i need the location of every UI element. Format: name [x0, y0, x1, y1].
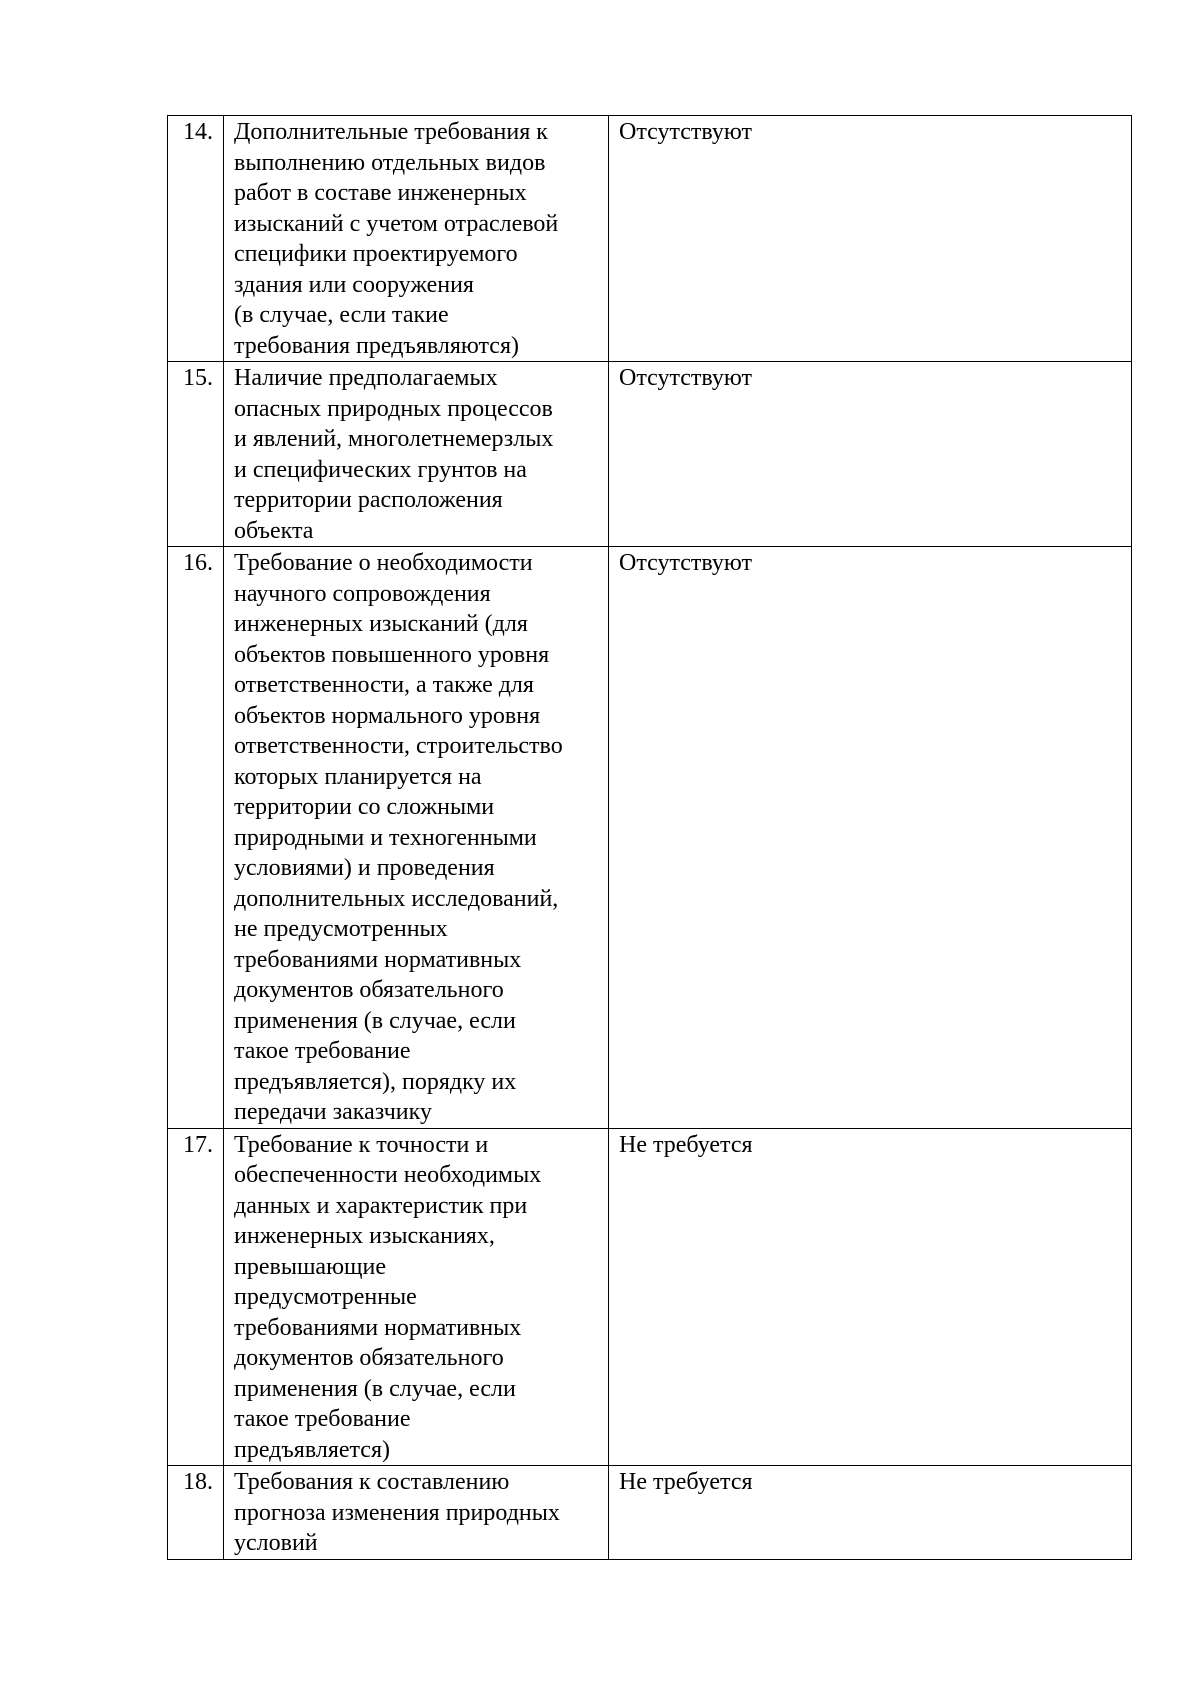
- row-number: 16.: [168, 547, 224, 1129]
- description-line: объектов повышенного уровня: [234, 641, 550, 668]
- requirement-value: Отсутствуют: [609, 547, 1132, 1129]
- description-line: применения (в случае, если: [234, 1007, 516, 1034]
- description-line: Требование к точности и: [234, 1131, 489, 1158]
- description-line: дополнительных исследований,: [234, 885, 559, 912]
- description-line: ответственности, строительство: [234, 733, 563, 759]
- description-line: Дополнительные требования к: [234, 119, 548, 145]
- description-line: научного сопровождения: [234, 580, 491, 607]
- description-line: предусмотренные: [234, 1284, 417, 1310]
- description-line: такое требование: [234, 1038, 411, 1064]
- requirements-table-body: [168, 116, 1132, 1560]
- table-row: [168, 362, 1132, 547]
- description-line: документов обязательного: [234, 1345, 504, 1371]
- table-row: [168, 116, 1132, 362]
- table-row: [168, 1128, 1132, 1466]
- description-line: условий: [234, 1530, 318, 1556]
- description-line: передачи заказчику: [234, 1099, 432, 1125]
- description-line: территории расположения: [234, 487, 503, 513]
- description-line: ответственности, а также для: [234, 672, 534, 698]
- requirement-value: Не требуется: [609, 1128, 1132, 1466]
- description-line: изысканий с учетом отраслевой: [234, 210, 559, 237]
- description-line: природными и техногенными: [234, 824, 537, 851]
- description-line: инженерных изысканиях,: [234, 1223, 495, 1249]
- row-number: 14.: [168, 116, 224, 362]
- description-line: и явлений, многолетнемерзлых: [234, 426, 554, 452]
- description-line: условиями) и проведения: [234, 855, 495, 881]
- description-line: предъявляется), порядку их: [234, 1068, 517, 1095]
- description-line: предъявляется): [234, 1436, 390, 1463]
- description-line: работ в составе инженерных: [234, 180, 527, 206]
- requirements-table: [167, 115, 1132, 1560]
- description-line: не предусмотренных: [234, 916, 448, 942]
- description-line: требования предъявляются): [234, 332, 519, 359]
- requirement-description: [224, 362, 609, 547]
- requirement-description: [224, 1128, 609, 1466]
- description-line: Требования к составлению: [234, 1469, 510, 1495]
- description-line: опасных природных процессов: [234, 395, 553, 422]
- description-line: требованиями нормативных: [234, 946, 522, 973]
- description-line: данных и характеристик при: [234, 1192, 528, 1219]
- row-number: 17.: [168, 1128, 224, 1466]
- description-line: (в случае, если такие: [234, 302, 449, 328]
- description-line: инженерных изысканий (для: [234, 611, 528, 637]
- requirement-description: [224, 116, 609, 362]
- description-line: такое требование: [234, 1406, 411, 1432]
- row-number: 18.: [168, 1466, 224, 1560]
- description-line: применения (в случае, если: [234, 1375, 516, 1402]
- requirement-value: Отсутствуют: [609, 362, 1132, 547]
- description-line: документов обязательного: [234, 977, 504, 1003]
- description-line: обеспеченности необходимых: [234, 1162, 542, 1188]
- description-line: специфики проектируемого: [234, 241, 518, 267]
- requirement-value: Отсутствуют: [609, 116, 1132, 362]
- description-line: требованиями нормативных: [234, 1314, 522, 1341]
- requirement-description: [224, 1466, 609, 1560]
- requirement-value: Не требуется: [609, 1466, 1132, 1560]
- table-row: [168, 1466, 1132, 1560]
- description-line: Наличие предполагаемых: [234, 365, 498, 391]
- description-line: объектов нормального уровня: [234, 702, 541, 729]
- description-line: Требование о необходимости: [234, 550, 533, 576]
- description-line: превышающие: [234, 1253, 386, 1280]
- description-line: здания или сооружения: [234, 271, 474, 298]
- description-line: прогноза изменения природных: [234, 1499, 560, 1526]
- table-row: [168, 547, 1132, 1129]
- description-line: которых планируется на: [234, 763, 482, 790]
- requirement-description: [224, 547, 609, 1129]
- description-line: выполнению отдельных видов: [234, 149, 546, 176]
- row-number: 15.: [168, 362, 224, 547]
- description-line: объекта: [234, 517, 314, 544]
- description-line: и специфических грунтов на: [234, 456, 527, 483]
- description-line: территории со сложными: [234, 794, 495, 820]
